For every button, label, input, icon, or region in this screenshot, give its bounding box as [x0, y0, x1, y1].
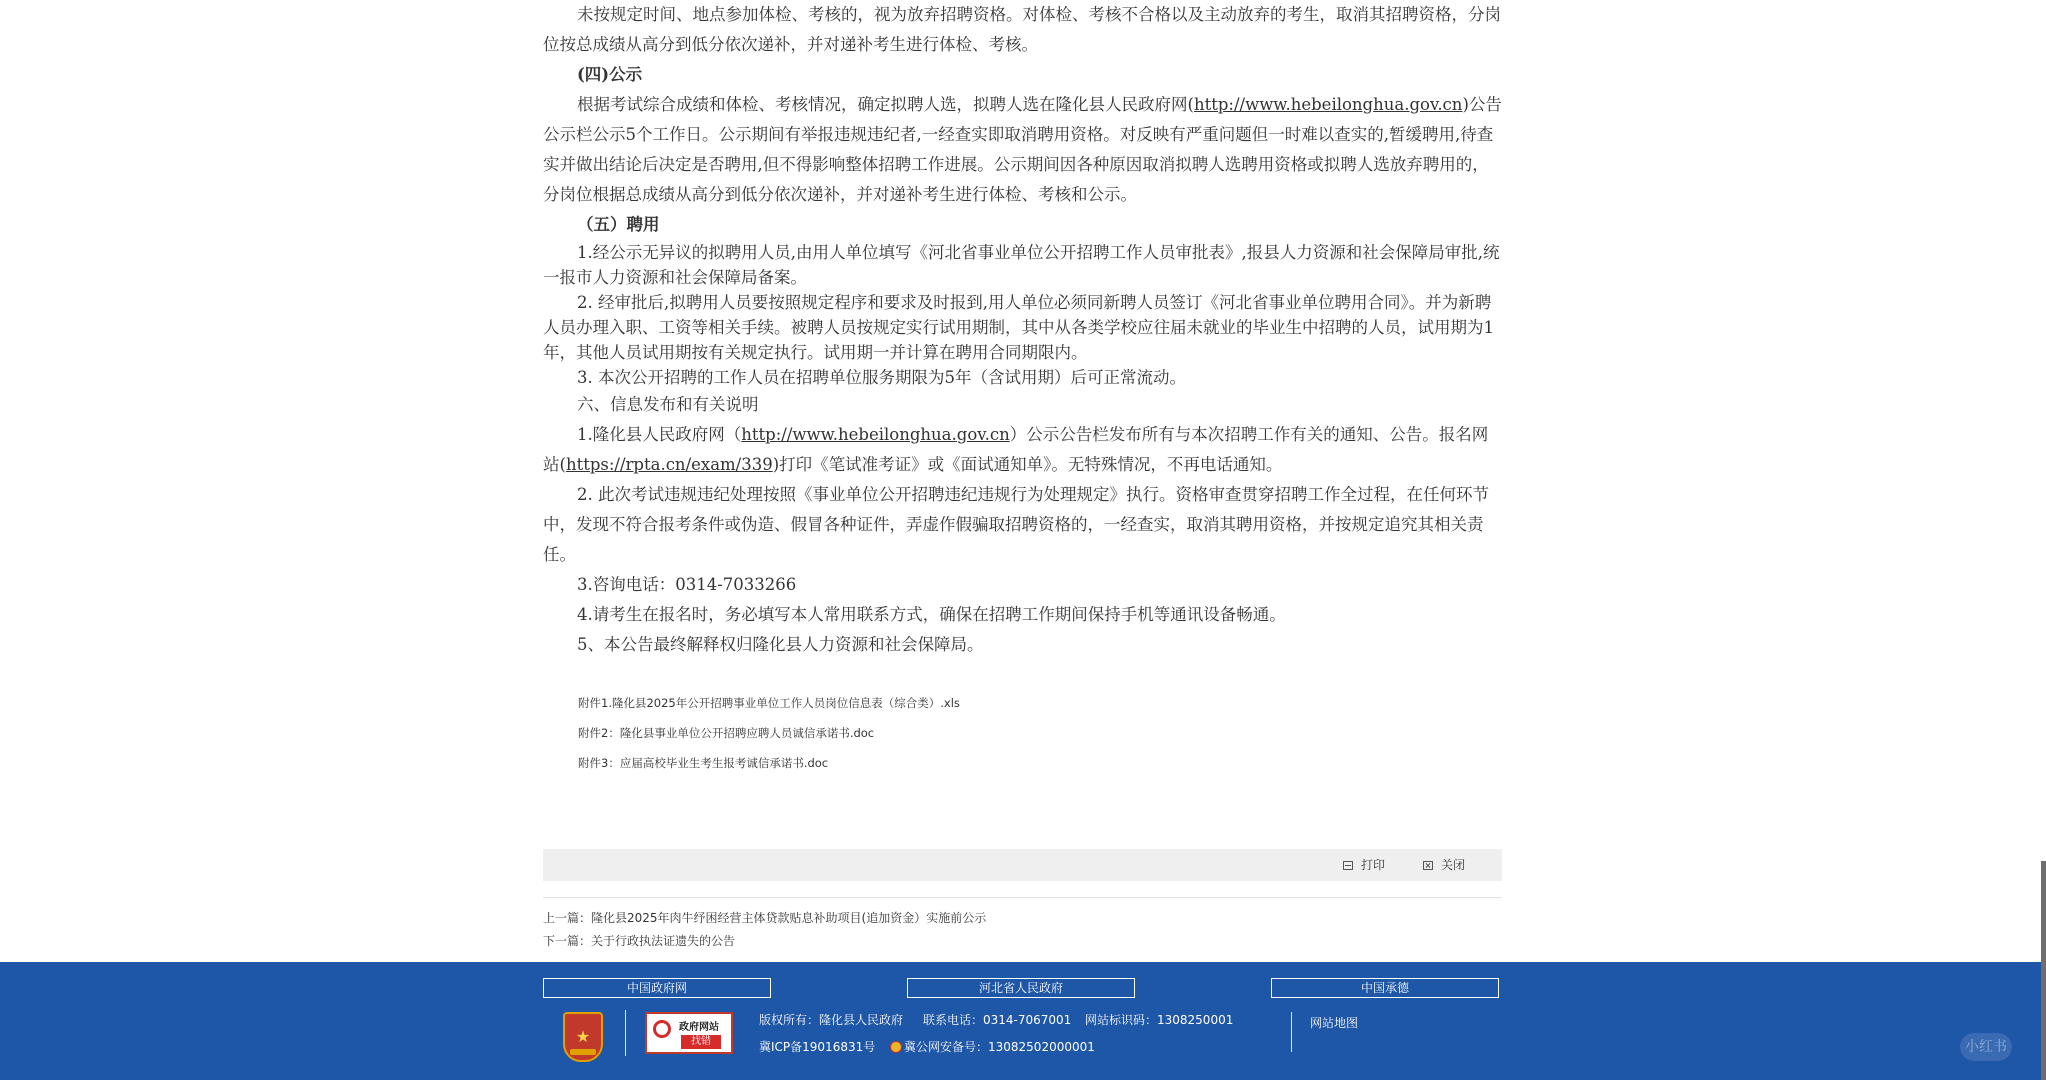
next-article-link[interactable]: 关于行政执法证遗失的公告 — [591, 934, 736, 948]
next-label: 下一篇： — [543, 934, 592, 948]
section-heading-publicity: (四)公示 — [577, 65, 643, 84]
prev-next-nav — [543, 907, 986, 953]
site-footer — [0, 962, 2046, 1080]
registration-site-link[interactable]: https://rpta.cn/exam/339 — [565, 455, 773, 474]
attachment-link[interactable]: 附件3：应届高校毕业生考生报考诚信承诺书.doc — [578, 756, 829, 770]
attachment-item — [578, 723, 960, 753]
magnifier-icon — [653, 1020, 671, 1038]
article-toolbar — [543, 849, 1502, 881]
article-body — [543, 0, 1502, 660]
attachment-link[interactable]: 附件1.隆化县2025年公开招聘事业单位工作人员岗位信息表（综合类）.xls — [578, 696, 960, 710]
close-button[interactable] — [1423, 849, 1465, 881]
badge-title: 政府网站 — [679, 1022, 719, 1033]
section-heading-hiring: （五）聘用 — [577, 215, 660, 234]
article-paragraph: 2. 经审批后,拟聘用人员要按照规定程序和要求及时报到,用人单位必须同新聘人员签订《河北省事业单位聘用合同》。并为新聘人员办理入职、工资等相关手续。被聘人员按规定实行试用期制，其中从各类学校应往届未就业的毕业生中招聘的人员，试用期为1年，其他人员试用期按有关规定执行。试用期一并计算在聘用合同期限内。 — [543, 293, 1494, 362]
attachment-link[interactable]: 附件2：隆化县事业单位公开招聘应聘人员诚信承诺书.doc — [578, 726, 875, 740]
gov-site-error-report-badge[interactable] — [645, 1012, 733, 1054]
article-paragraph: 5、本公告最终解释权归隆化县人力资源和社会保障局。 — [577, 635, 984, 654]
footer-separator — [625, 1010, 626, 1056]
police-record-text: 冀公网安备号：13082502000001 — [904, 1040, 1095, 1054]
paragraph-text: )公告公示栏公示5个工作日。公示期间有举报违规违纪者,一经查实即取消聘用资格。对反映有严重问题但一时难以查实的,暂缓聘用,待查实并做出结论后决定是否聘用,但不得影响整体招聘工作进展。公示期间因各种原因取消拟聘人选聘用资格或拟聘人选放弃聘用的，分岗位根据总成绩从高分到低分依次递补，并对递补考生进行体检、考核和公示。 — [543, 95, 1502, 204]
print-icon — [1343, 861, 1353, 870]
article-paragraph: 未按规定时间、地点参加体检、考核的，视为放弃招聘资格。对体检、考核不合格以及主动放弃的考生，取消其招聘资格，分岗位按总成绩从高分到低分依次递补，并对递补考生进行体检、考核。 — [543, 5, 1501, 54]
article-paragraph: 2. 此次考试违规违纪处理按照《事业单位公开招聘违纪违规行为处理规定》执行。资格审查贯穿招聘工作全过程，在任何环节中，发现不符合报考条件或伪造、假冒各种证件，弄虚作假骗取招聘资格的，一经查实，取消其聘用资格，并按规定追究其相关责任。 — [543, 485, 1489, 564]
footer-link-chengde[interactable]: 中国承德 — [1271, 978, 1499, 998]
gov-site-link[interactable]: http://www.hebeilonghua.gov.cn — [741, 425, 1010, 444]
section-heading-info: 六、信息发布和有关说明 — [577, 395, 759, 414]
print-button[interactable] — [1343, 849, 1385, 881]
copyright-text: 版权所有：隆化县人民政府 — [759, 1013, 904, 1027]
paragraph-text: ）公示公告栏发布所有与本次招聘工作有关的通知、公告。报名网站( — [543, 425, 1489, 474]
attachment-list — [578, 693, 960, 783]
footer-link-china-gov[interactable]: 中国政府网 — [543, 978, 771, 998]
sitemap-link[interactable]: 网站地图 — [1310, 1016, 1359, 1030]
article-paragraph — [543, 90, 1502, 210]
article-paragraph: 1.经公示无异议的拟聘用人员,由用人单位填写《河北省事业单位公开招聘工作人员审批表》,报县人力资源和社会保障局审批,统一报市人力资源和社会保障局备案。 — [543, 243, 1500, 287]
watermark-logo: 小红书 — [1960, 1033, 2012, 1061]
consult-phone: 3.咨询电话：0314-7033266 — [577, 575, 797, 594]
article-paragraph: 4.请考生在报名时，务必填写本人常用联系方式，确保在招聘工作期间保持手机等通讯设备畅通。 — [577, 605, 1286, 624]
prev-article-link[interactable]: 隆化县2025年肉牛纾困经营主体贷款贴息补助项目(追加资金）实施前公示 — [591, 911, 987, 925]
prev-article — [543, 907, 986, 930]
attachment-item — [578, 753, 960, 783]
footer-link-hebei-gov[interactable]: 河北省人民政府 — [907, 978, 1135, 998]
scrollbar-thumb[interactable] — [2041, 861, 2046, 1080]
paragraph-text: 根据考试综合成绩和体检、考核情况，确定拟聘人选，拟聘人选在隆化县人民政府网( — [577, 95, 1194, 114]
attachment-item — [578, 693, 960, 723]
party-government-emblem-icon[interactable]: ★ — [563, 1012, 603, 1062]
article-paragraph — [543, 420, 1502, 480]
footer-separator — [1291, 1012, 1292, 1052]
prev-label: 上一篇： — [543, 911, 592, 925]
article-paragraph: 3. 本次公开招聘的工作人员在招聘单位服务期限为5年（含试用期）后可正常流动。 — [577, 368, 1186, 387]
icp-record-link[interactable]: 冀ICP备19016831号 — [759, 1040, 876, 1054]
close-label: 关闭 — [1441, 858, 1466, 872]
site-code: 网站标识码：1308250001 — [1085, 1013, 1234, 1027]
print-label: 打印 — [1361, 858, 1386, 872]
gov-site-link[interactable]: http://www.hebeilonghua.gov.cn — [1193, 95, 1463, 114]
police-record[interactable] — [890, 1039, 1095, 1055]
contact-phone: 联系电话：0314-7067001 — [923, 1013, 1072, 1027]
divider — [543, 897, 1502, 898]
police-badge-icon — [890, 1041, 902, 1053]
badge-subtitle: 找错 — [681, 1035, 721, 1049]
paragraph-text: 1.隆化县人民政府网（ — [577, 425, 742, 444]
close-icon — [1423, 861, 1433, 870]
paragraph-text: )打印《笔试准考证》或《面试通知单》。无特殊情况，不再电话通知。 — [772, 455, 1283, 474]
next-article — [543, 930, 986, 953]
